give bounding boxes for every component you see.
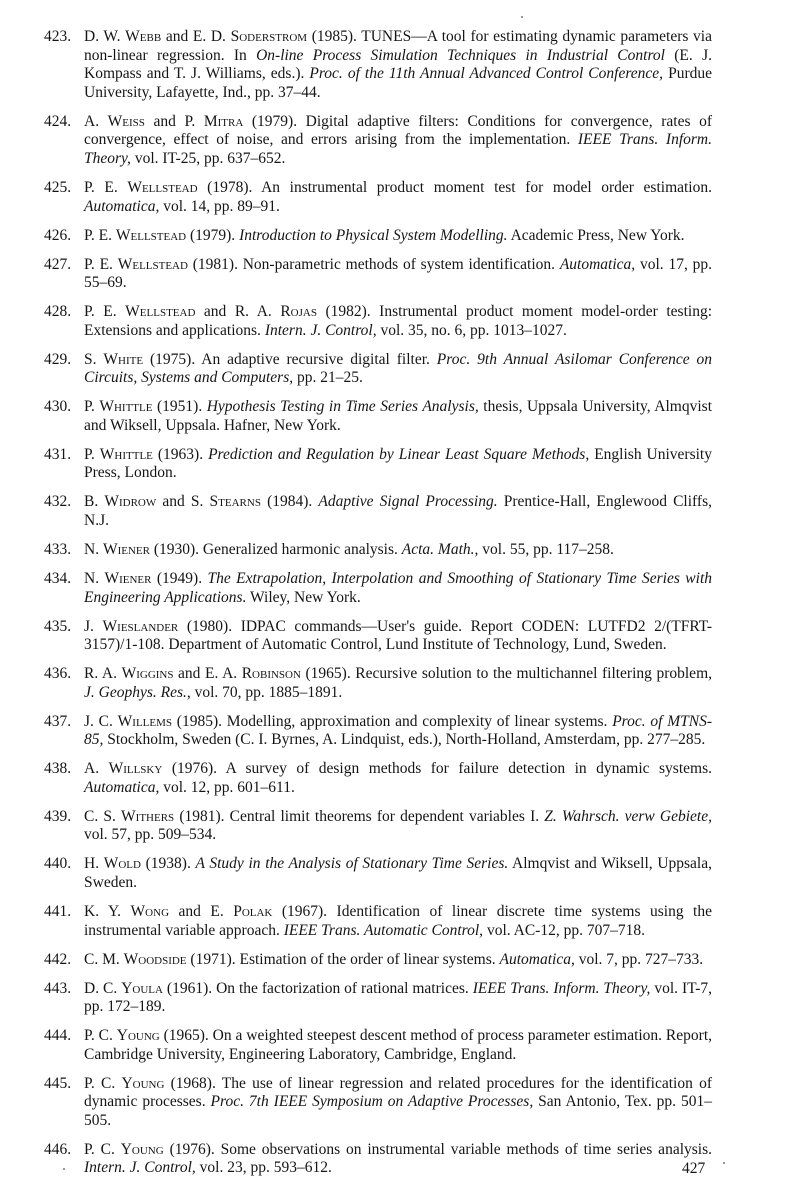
- reference-number: 437.: [44, 712, 72, 730]
- reference-number: 432.: [44, 493, 72, 511]
- reference-text: Almqvist and Wiksell, Uppsala, Sweden.: [84, 855, 712, 892]
- reference-text: vol. 17, pp. 55–69.: [84, 255, 713, 292]
- reference-item: [44, 1141, 712, 1178]
- reference-text: P. C.: [84, 1140, 121, 1158]
- reference-text: vol. 57, pp. 509–534.: [84, 826, 217, 844]
- publication-title: IEEE Trans. Automatic Control,: [283, 921, 484, 939]
- author-name: Withers: [121, 807, 175, 825]
- reference-text: (1985). TUNES—A tool for estimating dynamic parameters via non-linear regression. In: [84, 28, 712, 64]
- author-name: Wold: [103, 855, 141, 873]
- reference-item: [44, 227, 712, 246]
- reference-text: (1965). On a weighted steepest descent method of process parameter estimation. Report, Cambridge University, Engineering Laboratory, Cambridge, England.: [84, 1027, 712, 1063]
- publication-title: Proc. 7th IEEE Symposium on Adaptive Processes,: [210, 1093, 534, 1111]
- author-name: Wiener: [102, 540, 150, 558]
- reference-text: (1979). Digital adaptive filters: Conditions for convergence, rates of convergence, effect of noise, and errors arising from the implementation.: [84, 112, 712, 149]
- reference-text: (1978). An instrumental product moment test for model order estimation.: [197, 178, 712, 196]
- reference-text: vol. 12, pp. 601–611.: [159, 778, 295, 796]
- reference-text: A.: [84, 112, 108, 130]
- reference-number: 444.: [44, 1027, 72, 1045]
- reference-text: and R. A.: [195, 303, 281, 321]
- reference-text: and E. A.: [173, 665, 242, 683]
- scan-speck: [521, 16, 523, 18]
- scan-speck: [63, 1168, 65, 1170]
- author-name: Wiggins: [121, 665, 174, 683]
- reference-text: B.: [84, 493, 105, 511]
- author-name: Weiss: [107, 112, 145, 130]
- reference-item: [44, 351, 712, 388]
- author-name: Robinson: [241, 665, 301, 683]
- reference-text: vol. 55, pp. 117–258.: [478, 540, 614, 558]
- reference-item: [44, 493, 712, 530]
- reference-number: 443.: [44, 979, 72, 997]
- publication-title: Prediction and Regulation by Linear Least Square Methods,: [208, 445, 590, 463]
- reference-number: 439.: [44, 807, 72, 825]
- reference-text: D. C.: [84, 979, 122, 997]
- reference-text: (1980). IDPAC commands—User's guide. Report CODEN: LUTFD2 2/(TFRT-3157)/1-108. Department of Automatic Control, Lund Institute of Technology, Lund, Sweden.: [84, 617, 712, 654]
- reference-item: [44, 1075, 712, 1131]
- author-name: Willsky: [108, 760, 163, 778]
- reference-text: R. A.: [84, 665, 122, 683]
- reference-item: [44, 570, 712, 607]
- reference-text: H.: [84, 855, 104, 873]
- reference-text: (1981). Central limit theorems for dependent variables I.: [174, 807, 545, 825]
- author-name: Mitra: [203, 112, 244, 130]
- publication-title: Adaptive Signal Processing.: [318, 493, 498, 511]
- reference-number: 436.: [44, 665, 72, 683]
- reference-text: pp. 21–25.: [293, 369, 363, 387]
- publication-title: IEEE Trans. Inform. Theory,: [84, 131, 712, 167]
- reference-number: 434.: [44, 569, 72, 587]
- reference-text: vol. 35, no. 6, pp. 1013–1027.: [376, 321, 567, 339]
- reference-text: vol. IT-7, pp. 172–189.: [84, 979, 712, 1016]
- author-name: Soderstrom: [230, 28, 308, 45]
- author-name: Wellstead: [115, 226, 187, 244]
- publication-title: Intern. J. Control,: [84, 1159, 196, 1177]
- author-name: Youla: [121, 979, 163, 997]
- reference-text: (1984).: [260, 493, 319, 511]
- reference-text: (1975). An adaptive recursive digital filter.: [143, 350, 437, 368]
- scan-speck: [723, 1162, 725, 1164]
- reference-text: Stockholm, Sweden (C. I. Byrnes, A. Lindquist, eds.), North-Holland, Amsterdam, pp. 277–285.: [103, 731, 706, 749]
- author-name: Polak: [233, 903, 273, 920]
- reference-item: [44, 1027, 712, 1064]
- reference-text: and E. D.: [161, 28, 231, 45]
- reference-number: 429.: [44, 350, 72, 368]
- reference-item: [44, 903, 712, 940]
- author-name: Wieslander: [102, 617, 179, 635]
- reference-text: P. E.: [84, 303, 126, 321]
- author-name: Wellstead: [117, 255, 188, 273]
- reference-item: [44, 713, 712, 750]
- publication-title: Proc. of the 11th Annual Advanced Control Conference,: [309, 65, 664, 83]
- publication-title: Automatica,: [84, 778, 160, 796]
- reference-number: 438.: [44, 760, 72, 778]
- publication-title: Intern. J. Control,: [264, 321, 377, 339]
- reference-text: vol. IT-25, pp. 637–652.: [130, 149, 286, 167]
- publication-title: A Study in the Analysis of Stationary Time Series.: [195, 855, 509, 873]
- reference-text: D. W.: [84, 28, 126, 45]
- author-name: Widrow: [104, 493, 157, 511]
- publication-title: On-line Process Simulation Techniques in Industrial Control: [256, 46, 665, 64]
- reference-text: A.: [84, 760, 109, 778]
- reference-text: (1963).: [152, 445, 209, 463]
- reference-item: [44, 113, 712, 169]
- reference-text: P. C.: [84, 1074, 122, 1092]
- reference-text: (1938).: [140, 855, 196, 873]
- reference-text: Purdue University, Lafayette, Ind., pp. 37–44.: [84, 65, 712, 101]
- publication-title: J. Geophys. Res.,: [84, 683, 191, 701]
- reference-item: [44, 980, 712, 1017]
- reference-text: (1979).: [186, 226, 240, 244]
- reference-item: [44, 618, 712, 655]
- reference-text: P. E.: [84, 255, 118, 273]
- publication-title: Proc. of MTNS-85,: [84, 712, 712, 749]
- reference-text: (1981). Non-parametric methods of system identification.: [187, 255, 560, 273]
- reference-item: [44, 28, 712, 102]
- reference-text: (1949).: [151, 569, 208, 587]
- reference-number: 425.: [44, 178, 72, 196]
- reference-text: (1982). Instrumental product moment model-order testing: Extensions and applications.: [84, 303, 712, 339]
- publication-title: Acta. Math.,: [401, 540, 479, 558]
- reference-text: S.: [84, 350, 104, 368]
- reference-number: 440.: [44, 855, 72, 873]
- reference-item: [44, 179, 712, 216]
- reference-number: 435.: [44, 617, 72, 635]
- reference-text: (1976). Some observations on instrumental variable methods of time series analysis.: [163, 1140, 712, 1158]
- author-name: Wellstead: [127, 178, 198, 196]
- reference-text: (1930). Generalized harmonic analysis.: [149, 540, 402, 558]
- reference-item: [44, 303, 712, 340]
- reference-number: 424.: [44, 112, 72, 130]
- reference-number: 431.: [44, 445, 72, 463]
- reference-text: vol. 23, pp. 593–612.: [195, 1159, 332, 1177]
- reference-text: (1968). The use of linear regression and related procedures for the identification of dynamic processes.: [84, 1074, 712, 1111]
- reference-text: P. C.: [84, 1027, 117, 1045]
- reference-number: 426.: [44, 226, 72, 244]
- reference-number: 423.: [44, 28, 72, 45]
- reference-text: C. M.: [84, 950, 124, 968]
- page-number: 427: [682, 1160, 706, 1177]
- reference-text: P.: [84, 445, 100, 463]
- author-name: Young: [121, 1074, 165, 1092]
- reference-text: (1976). A survey of design methods for failure detection in dynamic systems.: [162, 760, 712, 778]
- reference-number: 442.: [44, 950, 72, 968]
- reference-number: 433.: [44, 540, 72, 558]
- reference-text: P.: [84, 398, 100, 416]
- author-name: Stearns: [209, 493, 261, 511]
- reference-text: (1961). On the factorization of rational matrices.: [162, 979, 473, 997]
- author-name: Wong: [130, 903, 170, 920]
- reference-text: and S.: [156, 493, 210, 511]
- author-name: Willems: [117, 712, 173, 730]
- reference-number: 427.: [44, 255, 72, 273]
- reference-text: San Antonio, Tex. pp. 501–505.: [84, 1093, 712, 1129]
- reference-text: N.: [84, 569, 105, 587]
- reference-text: (1985). Modelling, approximation and complexity of linear systems.: [172, 712, 613, 730]
- author-name: Young: [120, 1140, 164, 1158]
- author-name: White: [103, 350, 144, 368]
- reference-text: vol. 14, pp. 89–91.: [159, 197, 280, 215]
- reference-text: and E.: [169, 903, 234, 920]
- publication-title: Automatica,: [559, 255, 636, 273]
- publication-title: IEEE Trans. Inform. Theory,: [472, 979, 651, 997]
- author-name: Young: [116, 1027, 160, 1045]
- publication-title: Introduction to Physical System Modelling.: [239, 226, 508, 244]
- reference-text: vol. AC-12, pp. 707–718.: [483, 921, 645, 939]
- reference-item: [44, 256, 712, 293]
- publication-title: Z. Wahrsch. verw Gebiete,: [544, 807, 712, 825]
- reference-text: thesis, Uppsala University, Almqvist and Wiksell, Uppsala. Hafner, New York.: [84, 398, 713, 434]
- reference-item: [44, 760, 712, 797]
- publication-title: The Extrapolation, Interpolation and Smoothing of Stationary Time Series with Engineering Applications.: [84, 569, 712, 606]
- reference-text: K. Y.: [84, 903, 131, 920]
- publication-title: Automatica,: [84, 197, 160, 215]
- publication-title: Hypothesis Testing in Time Series Analysis,: [206, 398, 479, 416]
- publication-title: Automatica,: [499, 950, 575, 968]
- reference-item: [44, 398, 712, 435]
- reference-list: [44, 28, 712, 1188]
- reference-text: (1971). Estimation of the order of linear systems.: [186, 950, 500, 968]
- author-name: Wellstead: [125, 303, 196, 321]
- reference-item: [44, 855, 712, 892]
- reference-text: (E. J. Kompass and T. J. Williams, eds.).: [84, 46, 712, 83]
- publication-title: Proc. 9th Annual Asilomar Conference on Circuits, Systems and Computers,: [84, 350, 712, 387]
- reference-number: 430.: [44, 398, 72, 416]
- reference-text: N.: [84, 540, 103, 558]
- reference-text: P. E.: [84, 226, 116, 244]
- author-name: Whittle: [99, 398, 153, 416]
- reference-item: [44, 665, 712, 702]
- reference-text: J. C.: [84, 712, 118, 730]
- reference-text: vol. 70, pp. 1885–1891.: [190, 683, 343, 701]
- reference-text: (1951).: [152, 398, 207, 416]
- reference-text: Wiley, New York.: [246, 588, 361, 606]
- reference-text: C. S.: [84, 807, 122, 825]
- reference-text: Prentice-Hall, Englewood Cliffs, N.J.: [84, 493, 712, 529]
- reference-item: [44, 541, 712, 560]
- reference-item: [44, 446, 712, 483]
- author-name: Woodside: [123, 950, 187, 968]
- author-name: Wiener: [104, 569, 152, 587]
- reference-text: vol. 7, pp. 727–733.: [574, 950, 704, 968]
- author-name: Rojas: [280, 303, 317, 321]
- reference-number: 445.: [44, 1074, 72, 1092]
- reference-text: and P.: [144, 112, 204, 130]
- author-name: Webb: [125, 28, 162, 45]
- reference-text: P. E.: [84, 178, 128, 196]
- reference-text: J.: [84, 617, 103, 635]
- reference-number: 441.: [44, 903, 72, 920]
- reference-number: 446.: [44, 1140, 72, 1158]
- reference-item: [44, 951, 712, 970]
- reference-text: Academic Press, New York.: [507, 226, 685, 244]
- reference-text: (1965). Recursive solution to the multichannel filtering problem,: [300, 665, 712, 683]
- reference-text: (1967). Identification of linear discrete time systems using the instrumental variable approach.: [84, 903, 712, 939]
- reference-item: [44, 808, 712, 845]
- author-name: Whittle: [99, 445, 153, 463]
- reference-text: English University Press, London.: [84, 445, 712, 482]
- reference-number: 428.: [44, 303, 72, 321]
